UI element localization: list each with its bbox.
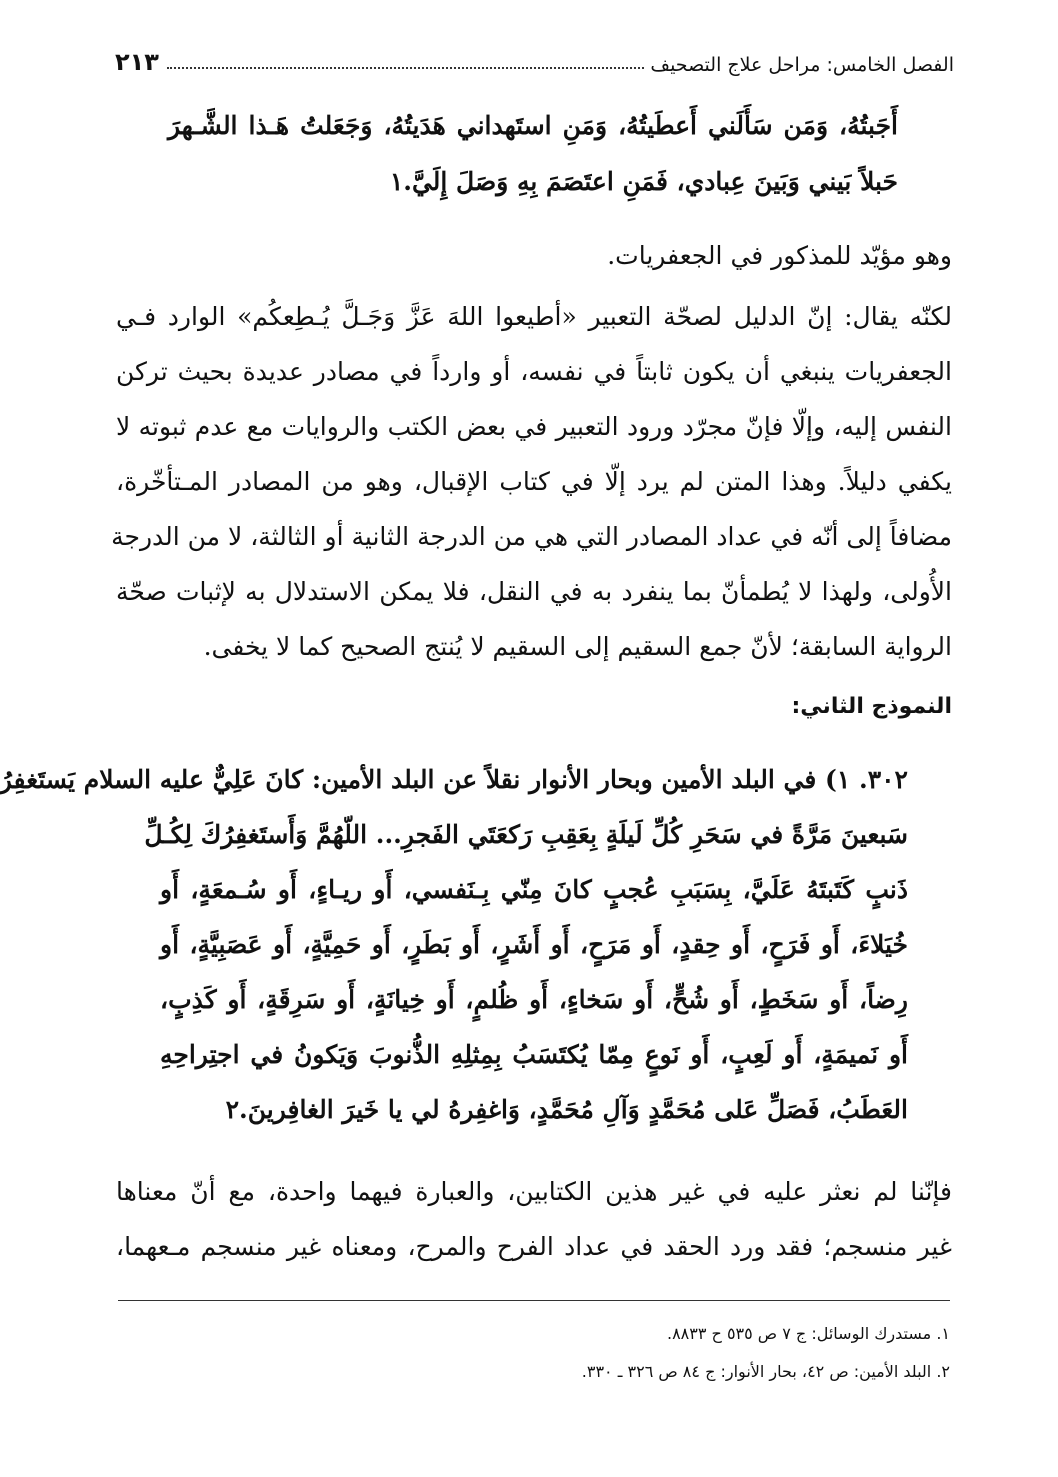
footnote-divider xyxy=(118,1300,950,1301)
paragraph-line: النفس إليه، وإلّا فإنّ مجرّد ورود التعبير في بعض الكتب والروايات مع عدم ثبوته لا xyxy=(116,412,952,441)
conclusion-line: غير منسجم؛ فقد ورد الحقد في عداد الفرح والمرح، ومعناه غير منسجم مـعهما، xyxy=(116,1232,952,1261)
paragraph-line: يكفي دليلاً. وهذا المتن لم يرد إلّا في كتاب الإقبال، وهو من المصادر المـتأخّرة، xyxy=(116,467,952,496)
quote-one-line: حَبلاً بَيني وَبَينَ عِبادي، فَمَنِ اعتَصَمَ بِهِ وَصَلَ إِلَيَّ.١ xyxy=(389,167,898,196)
quote-two-line: سَبعينَ مَرَّةً في سَحَرِ كُلِّ لَيلَةٍ بِعَقِبِ رَكعَتَي الفَجرِ... اللّهُمَّ وَأَستَغفِرُكَ لِكُـلِّ xyxy=(144,820,908,849)
dot-leader xyxy=(167,66,644,69)
paragraph-line: الرواية السابقة؛ لأنّ جمع السقيم إلى السقيم لا يُنتج الصحيح كما لا يخفى. xyxy=(203,632,952,661)
section-subheading: النموذج الثاني: xyxy=(791,694,952,719)
quote-two-line: خُيَلاءَ، أَو فَرَحٍ، أَو حِقدٍ، أَو مَرَحٍ، أَو أَشَرٍ، أَو بَطَرٍ، أَو حَمِيَّةٍ، أَو عَصَبِيَّةٍ، أَو xyxy=(160,930,908,959)
quote-two-line: ذَنبٍ كَتَبتَهُ عَلَيَّ، بِسَبَبِ عُجبٍ كانَ مِنّي بِـنَفسي، أَو ريـاءٍ، أَو سُـمعَةٍ، أَو xyxy=(160,875,908,904)
chapter-title: الفصل الخامس: مراحل علاج التصحيف xyxy=(650,54,954,76)
page-number: ٢١٣ xyxy=(115,48,159,76)
footnote-1: ١. مستدرك الوسائل: ج ٧ ص ٥٣٥ ح ٨٨٣٣. xyxy=(666,1324,950,1343)
running-header xyxy=(115,36,954,76)
quote-one-line: أَجَبتُهُ، وَمَن سَأَلَني أَعطَيتُهُ، وَمَنِ استَهداني هَدَيتُهُ، وَجَعَلتُ هَـذا الشَّـهرَ xyxy=(168,111,898,140)
paragraph-line: مضافاً إلى أنّه في عداد المصادر التي هي من الدرجة الثانية أو الثالثة، لا من الدرجة xyxy=(111,522,952,551)
quote-two-line: رِضاً، أَو سَخَطٍ، أَو شُحٍّ، أَو سَخاءٍ، أَو ظُلمٍ، أَو خِيانَةٍ، أَو سَرِقَةٍ، أَو كَذِبٍ، xyxy=(160,985,908,1014)
quote-two-line: أَو نَميمَةٍ، أَو لَعِبٍ، أَو نَوعٍ مِمّا يُكتَسَبُ بِمِثلِهِ الذُّنوبَ وَيَكونُ في اجتِراحِهِ xyxy=(160,1040,908,1069)
conclusion-line: فإنّنا لم نعثر عليه في غير هذين الكتابين، والعبارة فيهما واحدة، مع أنّ معناها xyxy=(116,1177,952,1206)
support-line: وهو مؤيّد للمذكور في الجعفريات. xyxy=(607,241,952,270)
paragraph-line: الأُولى، ولهذا لا يُطمأنّ بما ينفرد به في النقل، فلا يمكن الاستدلال به لإثبات صحّة xyxy=(116,577,952,606)
quote-two-line: ٣٠٢. ١) في البلد الأمين وبحار الأنوار نقلاً عن البلد الأمين: كانَ عَلِيٌّ عليه السلام يَستَغفِرُ xyxy=(0,765,908,794)
quote-two-line: العَطَبُ، فَصَلِّ عَلى مُحَمَّدٍ وَآلِ مُحَمَّدٍ، وَاغفِرهُ لي يا خَيرَ الغافِرينَ.٢ xyxy=(225,1095,908,1124)
paragraph-line: الجعفريات ينبغي أن يكون ثابتاً في نفسه، أو وارداً في مصادر عديدة بحيث تركن xyxy=(116,357,952,386)
paragraph-line: لكنّه يقال: إنّ الدليل لصحّة التعبير «أطيعوا اللهَ عَزَّ وَجَـلَّ يُـطِعكُم» الوارد فـي xyxy=(116,302,952,331)
footnote-2: ٢. البلد الأمين: ص ٤٢، بحار الأنوار: ج ٨٤ ص ٣٢٦ ـ ٣٣٠. xyxy=(581,1362,950,1381)
